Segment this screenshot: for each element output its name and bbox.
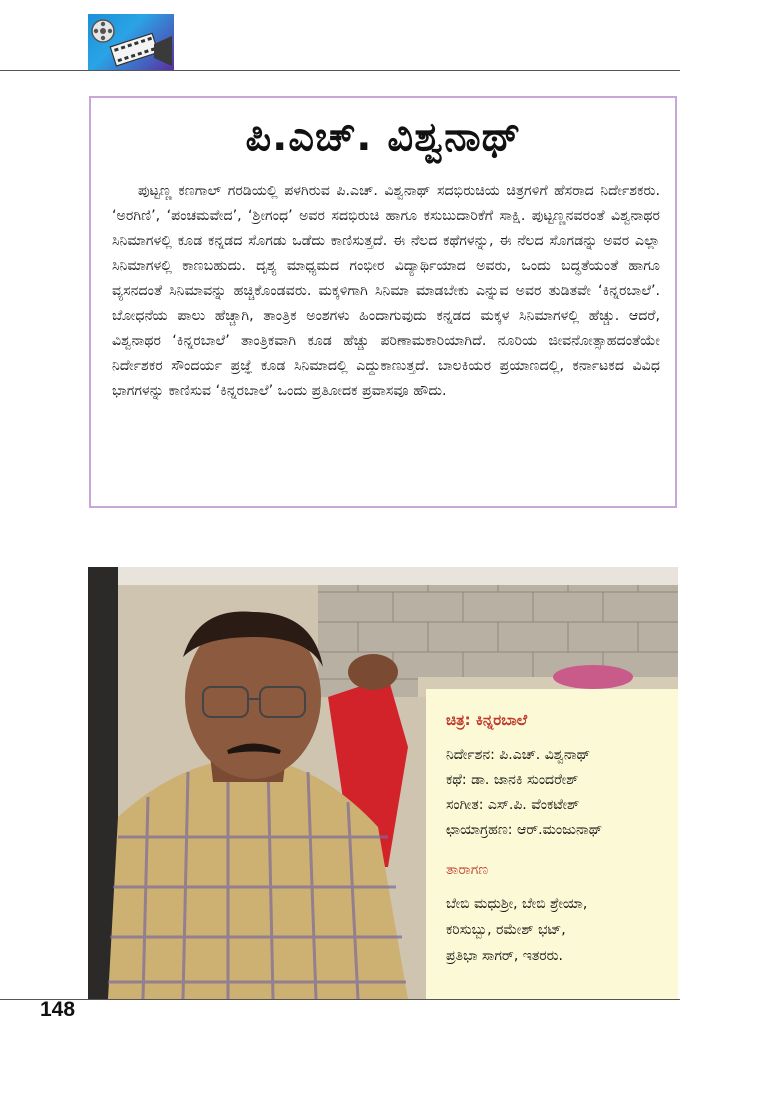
page-number: 148 bbox=[40, 998, 76, 1021]
cast-heading: ತಾರಾಗಣ bbox=[446, 862, 489, 878]
cast-line: ಕರಿಸುಬ್ಬು, ರಮೇಶ್ ಭಟ್, bbox=[446, 922, 566, 938]
film-title: ಚಿತ್ರ: ಕಿನ್ನರಬಾಲೆ bbox=[446, 711, 528, 729]
film-reel-camera-icon bbox=[88, 14, 174, 71]
header-rule bbox=[0, 70, 680, 71]
credits-panel bbox=[426, 689, 678, 999]
credit-line: ಕಥೆ: ಡಾ. ಜಾನಕಿ ಸುಂದರೇಶ್ bbox=[446, 772, 579, 788]
footer-rule bbox=[0, 999, 680, 1000]
cast-line: ಬೇಬಿ ಮಧುಶ್ರೀ, ಬೇಬಿ ಶ್ರೇಯಾ, bbox=[446, 896, 588, 912]
credit-line: ನಿರ್ದೇಶನ: ಪಿ.ಎಚ್. ವಿಶ್ವನಾಥ್ bbox=[446, 747, 591, 763]
credit-line: ಸಂಗೀತ: ಎಸ್.ಪಿ. ವೆಂಕಟೇಶ್ bbox=[446, 797, 580, 813]
article-body: ಪುಟ್ಟಣ್ಣ ಕಣಗಾಲ್ ಗರಡಿಯಲ್ಲಿ ಪಳಗಿರುವ ಪಿ.ಎಚ್. ವಿಶ್ವನಾಥ್ ಸದಭಿರುಚಿಯ ಚಿತ್ರಗಳಿಗೆ ಹೆಸರಾದ ನಿರ್ದೇಶಕರು. ‘ಅರಗಿಣಿ’, ‘ಪಂಚಮವೇದ’, ‘ಶ್ರೀಗಂಧ’ ಅವರ ಸದಭಿರುಚಿ ಹಾಗೂ ಕಸುಬುದಾರಿಕೆಗೆ ಸಾಕ್ಷಿ. ಪುಟ್ಟಣ್ಣನವರಂತೆ ವಿಶ್ವನಾಥರ ಸಿನಿಮಾಗಳಲ್ಲಿ ಕೂಡ ಕನ್ನಡದ ಸೊಗಡು ಒಡೆದು ಕಾಣಿಸುತ್ತದೆ. ಈ ನೆಲದ ಕಥೆಗಳನ್ನು, ಈ ನೆಲದ ಸೊಗಡನ್ನು ಅವರ ಎಲ್ಲಾ ಸಿನಿಮಾಗಳಲ್ಲಿ ಕಾಣಬಹುದು. ದೃಶ್ಯ ಮಾಧ್ಯಮದ ಗಂಭೀರ ವಿದ್ಯಾರ್ಥಿಯಾದ ಅವರು, ಒಂದು ಬದ್ಧತೆಯಂತೆ ಹಾಗೂ ವ್ಯಸನದಂತೆ ಸಿನಿಮಾವನ್ನು ಹಚ್ಚಿಕೊಂಡವರು. ಮಕ್ಕಳಿಗಾಗಿ ಸಿನಿಮಾ ಮಾಡಬೇಕು ಎನ್ನುವ ಅವರ ತುಡಿತವೇ ‘ಕಿನ್ನರಬಾಲೆ’. ಬೋಧನೆಯ ಪಾಲು ಹೆಚ್ಚಾಗಿ, ತಾಂತ್ರಿಕ ಅಂಶಗಳು ಹಿಂದಾಗುವುದು ಕನ್ನಡದ ಮಕ್ಕಳ ಸಿನಿಮಾಗಳಲ್ಲಿ ಹೆಚ್ಚು. ಆದರೆ, ವಿಶ್ವನಾಥರ ‘ಕಿನ್ನರಬಾಲೆ’ ತಾಂತ್ರಿಕವಾಗಿ ಕೂಡ ಹೆಚ್ಚು ಪರಿಣಾಮಕಾರಿಯಾಗಿದೆ. ನೂರಿಯ ಜೀವನೋತ್ಸಾಹದಂತೆಯೇ ನಿರ್ದೇಶಕರ ಸೌಂದರ್ಯ ಪ್ರಜ್ಞೆ ಕೂಡ ಸಿನಿಮಾದಲ್ಲಿ ಎದ್ದುಕಾಣುತ್ತದೆ. ಬಾಲಕಿಯರ ಪ್ರಯಾಣದಲ್ಲಿ, ಕರ್ನಾಟಕದ ವಿವಿಧ ಭಾಗಗಳನ್ನು ಕಾಣಿಸುವ ‘ಕಿನ್ನರಬಾಲೆ’ ಒಂದು ಪ್ರತೀೂದಕ ಪ್ರವಾಸವೂ ಹೌದು. bbox=[112, 183, 660, 399]
credit-line: ಛಾಯಾಗ್ರಹಣ: ಆರ್.ಮಂಜುನಾಥ್ bbox=[446, 822, 603, 838]
page-title: ಪಿ.ಎಚ್. ವಿಶ್ವನಾಥ್ bbox=[245, 114, 522, 160]
cast-line: ಪ್ರತಿಭಾ ಸಾಗರ್, ಇತರರು. bbox=[446, 948, 563, 964]
